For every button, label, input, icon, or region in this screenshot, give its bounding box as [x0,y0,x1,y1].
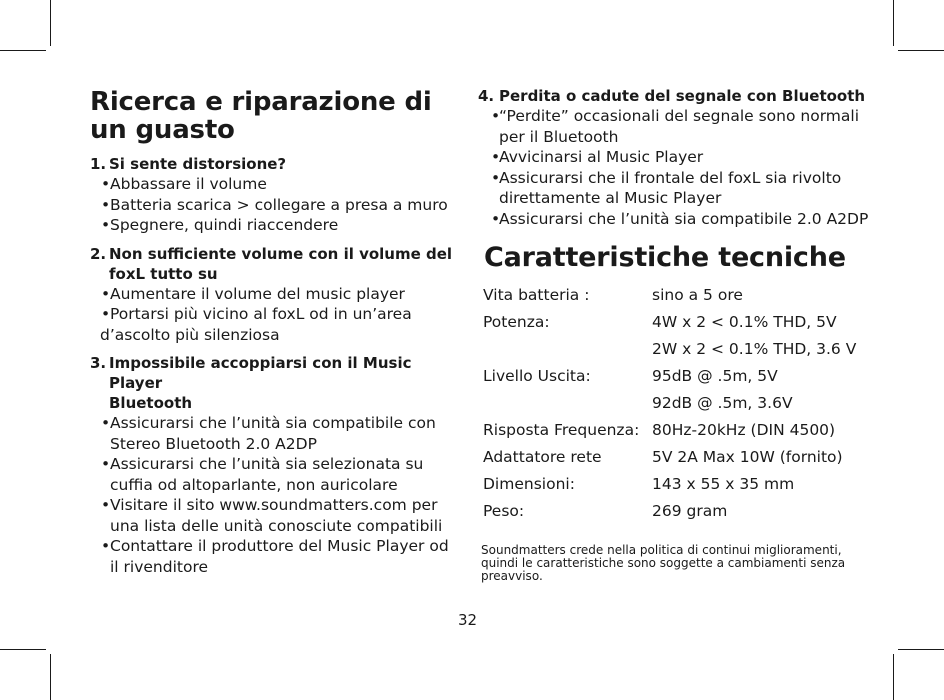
section-1 [90,154,460,236]
list-item: • Abbassare il volume [101,175,267,193]
troubleshooting-title: Ricerca e riparazione di un guasto [90,87,432,145]
section-3 [90,353,460,577]
list-item: • Assicurarsi che il frontale del foxL sia rivolto direttamente al Music Player [491,168,842,207]
list-item: • Assicurarsi che l’unità sia compatibile con Stereo Bluetooth 2.0 A2DP [101,414,436,453]
section-4 [478,86,878,229]
spec-row-adapter: Adattatore rete 5V 2A Max 10W (fornito) [483,448,843,466]
disclaimer-note: Soundmatters crede nella politica di continui miglioramenti, quindi le caratteristiche sono soggette a cambiamenti senza preavviso. [481,543,846,583]
list-item: • Batteria scarica > collegare a presa a muro [101,195,448,214]
list-item: • Aumentare il volume del music player [101,284,405,303]
specs-column [478,86,878,583]
list-item: • Avvicinarsi al Music Player [491,148,704,166]
section-heading: 4. Perdita o cadute del segnale con Bluetooth [478,87,866,105]
spec-row-dimensions: Dimensioni: 143 x 55 x 35 mm [483,475,795,493]
spec-row-power: Potenza: 4W x 2 < 0.1% THD, 5V [483,313,837,331]
list-item-continuation: d’ascolto più silenziosa [100,325,280,344]
crop-mark [0,50,46,51]
list-item: • “Perdite” occasionali del segnale sono normali per il Bluetooth [491,107,860,146]
page-number: 32 [458,611,478,629]
crop-mark [893,0,894,46]
section-2 [90,244,460,346]
section-heading: 1. Si sente distorsione? [90,155,287,173]
list-item: • Contattare il produttore del Music Player od il rivenditore [101,537,449,576]
crop-mark [50,654,51,700]
section-heading: 3. Impossibile accoppiarsi con il Music Player Bluetooth [90,354,412,412]
crop-mark [893,654,894,700]
crop-mark [898,50,944,51]
spec-row-weight: Peso: 269 gram [483,502,728,520]
list-item: • Assicurarsi che l’unità sia selezionata su cuffia od altoparlante, non auricolare [101,455,424,494]
spec-row-battery: Vita batteria : sino a 5 ore [483,286,743,304]
crop-mark [50,0,51,46]
specs-table [478,285,878,528]
specs-title: Caratteristiche tecniche [484,242,846,273]
spec-row-output-alt: 92dB @ .5m, 3.6V [652,394,793,412]
list-item: • Assicurarsi che l’unità sia compatibile 2.0 A2DP [491,209,869,228]
list-item: • Portarsi più vicino al foxL od in un’area [101,305,412,323]
spec-row-power-alt: 2W x 2 < 0.1% THD, 3.6 V [652,340,857,358]
list-item: • Spegnere, quindi riaccendere [101,216,339,234]
crop-mark [0,649,46,650]
troubleshooting-column [90,88,460,583]
list-item: • Visitare il sito www.soundmatters.com per una lista delle unità conosciute compatibili [101,496,443,535]
spec-row-output: Livello Uscita: 95dB @ .5m, 5V [483,367,778,385]
section-heading: 2. Non sufficiente volume con il volume del foxL tutto su [90,244,453,283]
crop-mark [898,649,944,650]
spec-row-frequency: Risposta Frequenza: 80Hz-20kHz (DIN 4500) [483,421,836,439]
